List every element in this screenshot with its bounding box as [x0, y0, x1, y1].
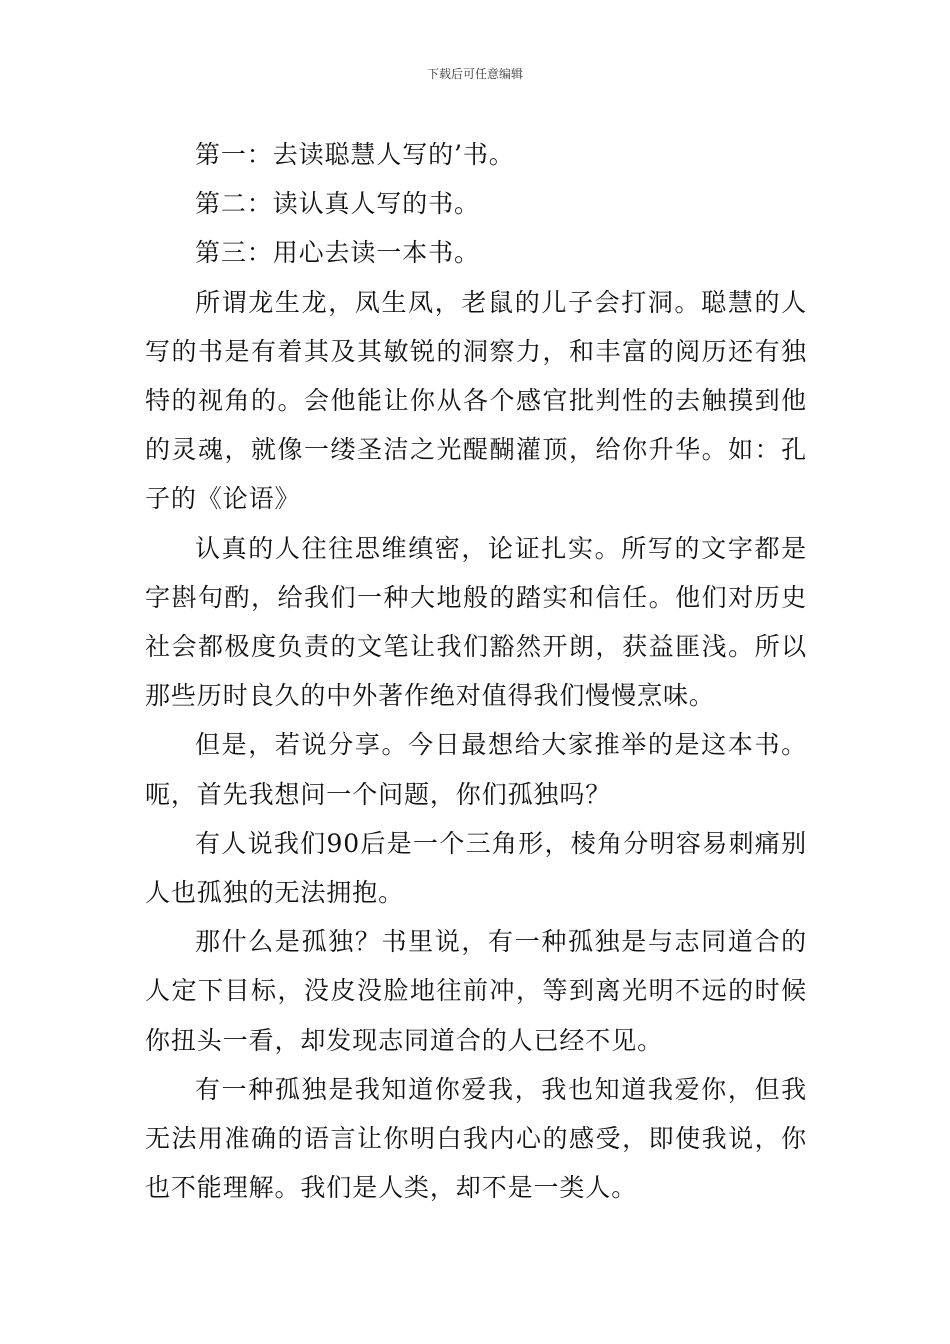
page-header-note: 下载后可任意编辑: [426, 67, 523, 81]
paragraph-1: 第一：去读聪慧人写的’书。: [195, 140, 515, 169]
paragraph-8: 那什么是孤独？书里说，有一种孤独是与志同道合的人定下目标，没皮没脸地往前冲，等到离光明不远的时候你扭头一看，却发现志同道合的人已经不见。: [145, 927, 807, 1055]
paragraph-9: 有一种孤独是我知道你爱我，我也知道我爱你，但我无法用准确的语言让你明白我内心的感受，即使我说，你也不能理解。我们是人类，却不是一类人。: [145, 1074, 807, 1203]
paragraph-4: 所谓龙生龙，凤生凤，老鼠的儿子会打洞。聪慧的人写的书是有着其及其敏锐的洞察力，和丰富的阅历还有独特的视角的。会他能让你从各个感官批判性的去触摸到他的灵魂，就像一缕圣洁之光醍醐灌顶，给你升华。如：孔子的《论语》: [145, 287, 807, 514]
paragraph-3: 第三：用心去读一本书。: [195, 238, 480, 268]
document-body: [145, 130, 807, 1212]
paragraph-2: 第二：读认真人写的书。: [195, 189, 480, 219]
paragraph-7: 有人说我们90后是一个三角形，棱角分明容易刺痛别人也孤独的无法拥抱。: [145, 828, 807, 908]
paragraph-5: 认真的人往往思维缜密，论证扎实。所写的文字都是字斟句酌，给我们一种大地般的踏实和信任。他们对历史社会都极度负责的文笔让我们豁然开朗，获益匪浅。所以那些历时良久的中外著作绝对值得我们慢慢烹味。: [145, 533, 807, 711]
paragraph-6: 但是，若说分享。今日最想给大家推举的是这本书。呃，首先我想问一个问题，你们孤独吗？: [145, 730, 807, 809]
